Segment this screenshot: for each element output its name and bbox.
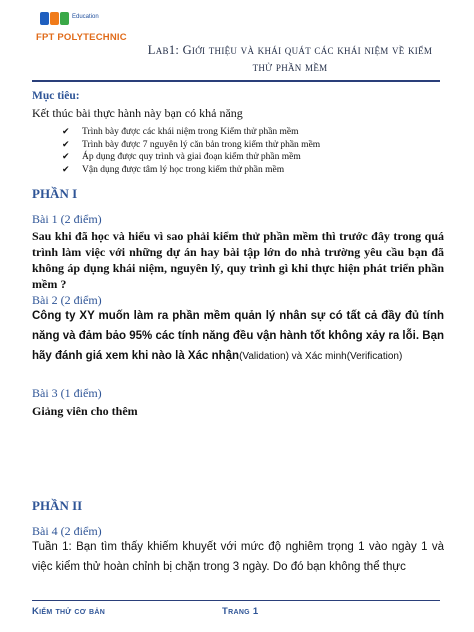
fpt-polytechnic-logo [32, 12, 142, 52]
exercise-2-text-note: (Validation) và Xác minh(Verification) [239, 351, 403, 362]
exercise-1-title: Bài 1 (2 điểm) [32, 212, 102, 226]
checkmark-icon: ✔ [62, 139, 70, 150]
checkmark-icon: ✔ [62, 164, 70, 175]
part-2-heading: PHẦN II [32, 498, 83, 513]
exercise-3-text: Giảng viên cho thêm [32, 404, 138, 418]
footer-page-number: Trang 1 [222, 606, 259, 617]
list-item: ✔ Vận dụng được tâm lý học trong kiểm thử phần mềm [62, 164, 285, 175]
exercise-4-text: Tuần 1: Bạn tìm thấy khiếm khuyết với mức độ nghiêm trọng 1 vào ngày 1 và việc kiểm thử hoàn chỉnh bị chặn trong 3 ngày. Do đó bạn không thể thực [32, 541, 444, 573]
title-line-1: Lab1: Giới thiệu và khái quát các khái niệm về kiểm [147, 43, 433, 57]
list-item: ✔ Trình bày được 7 nguyên lý căn bản trong kiểm thử phần mềm [62, 139, 321, 150]
objectives-label: Mục tiêu: [32, 90, 80, 102]
exercise-4-title: Bài 4 (2 điểm) [32, 524, 102, 538]
checkmark-icon: ✔ [62, 152, 70, 162]
footer-divider [32, 600, 440, 601]
objectives-list [62, 126, 320, 176]
logo-subtext: Education [72, 14, 99, 20]
title-line-2: thử phần mềm [252, 60, 328, 74]
document-title [140, 42, 440, 76]
exercise-3-title: Bài 3 (1 điểm) [32, 386, 102, 400]
fpt-logo-mark-icon [40, 12, 70, 26]
header-divider [32, 80, 440, 82]
exercise-2-title: Bài 2 (2 điểm) [32, 293, 102, 307]
part-1-heading: PHẦN I [32, 186, 78, 201]
list-item: ✔ Áp dụng được quy trình và giai đoạn kiểm thử phần mềm [62, 152, 301, 162]
checkmark-icon: ✔ [62, 127, 70, 137]
list-item: ✔ Trình bày được các khái niệm trong Kiểm thử phần mềm [62, 127, 299, 137]
exercise-1-text: Sau khi đã học và hiểu vì sao phải kiểm thử phần mềm thì trước đây trong quá trình làm việc với những dự án hay bài tập lớn do nhà trường yêu cầu bạn đã không áp dụng khái niệm, nguyên lý, quy trình gì khi thực hiện phát triển phần mềm ? [32, 229, 444, 291]
footer-course-name: Kiểm thử cơ bản [32, 606, 106, 617]
exercise-2-text: Công ty XY muốn làm ra phần mềm quản lý nhân sự có tất cả đầy đủ tính năng và đảm bảo 95% các tính năng đều vận hành tốt không xảy ra lỗi. Bạn hãy đánh giá xem khi nào là Xác nhận(Validation) và Xác minh(Verification) [32, 310, 444, 362]
logo-text: FPT POLYTECHNIC [36, 32, 127, 43]
objectives-intro: Kết thúc bài thực hành này bạn có khả năng [32, 106, 243, 120]
